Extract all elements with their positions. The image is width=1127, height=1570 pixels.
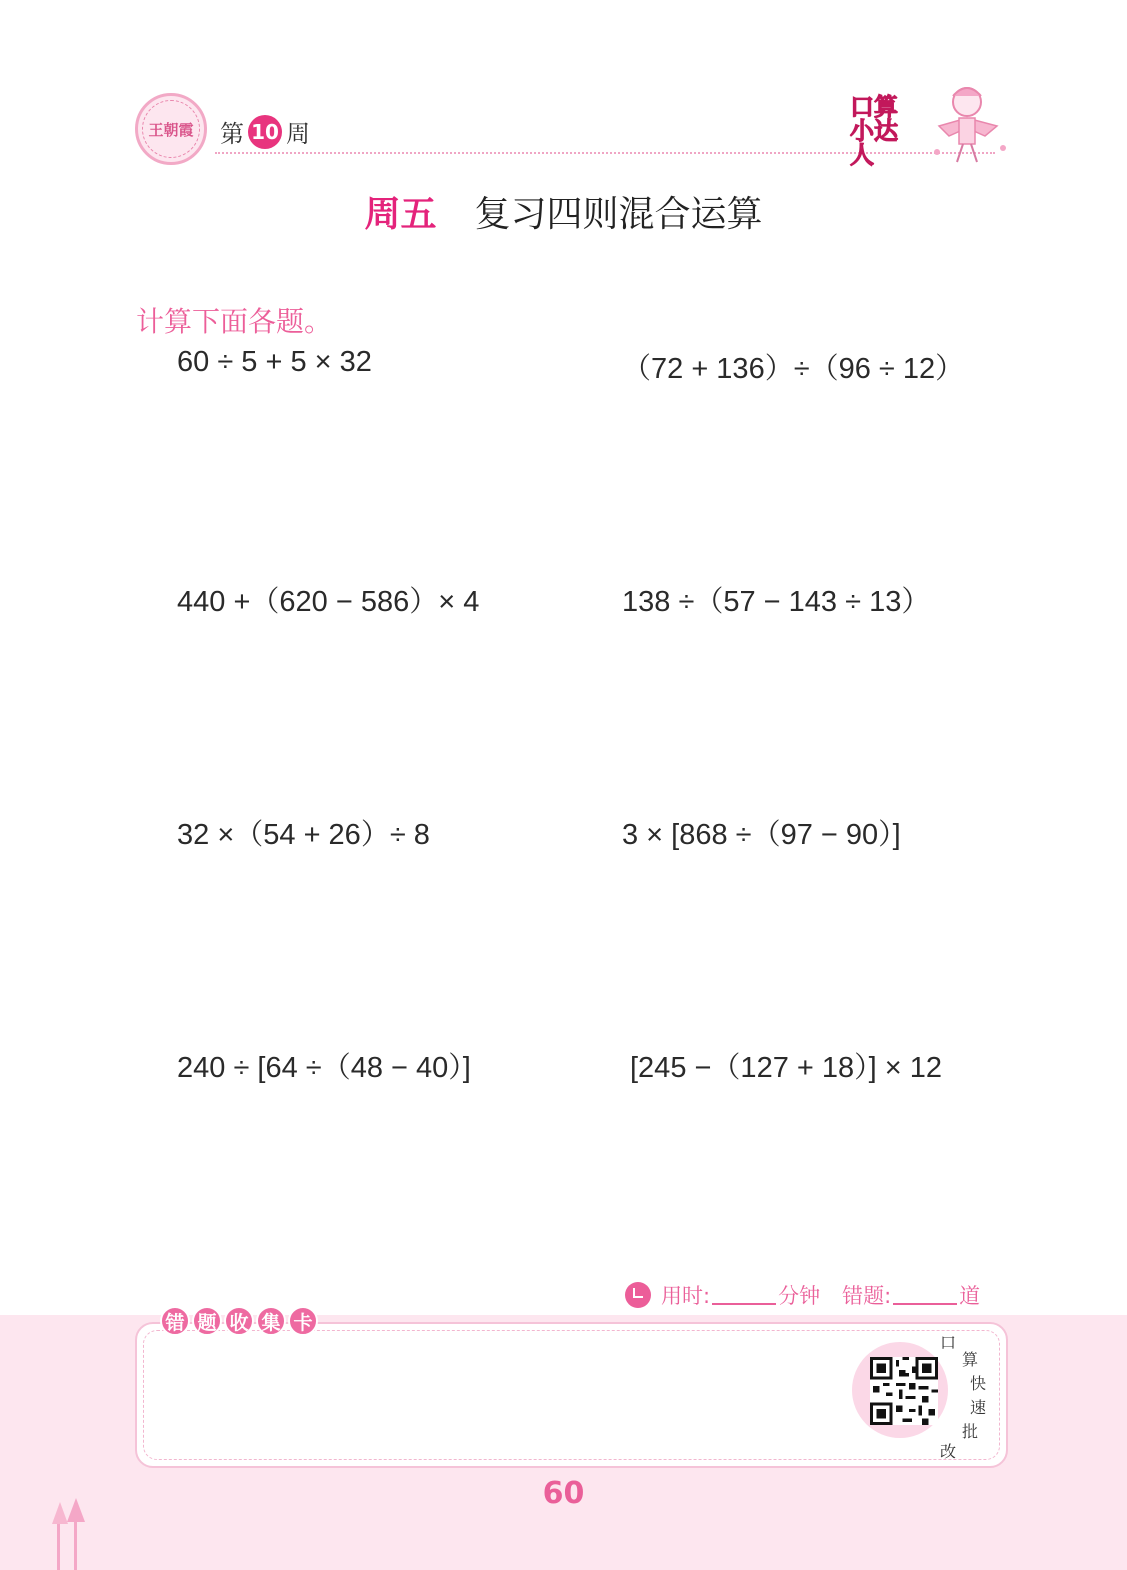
problem-4: 138 ÷（57 − 143 ÷ 13） — [622, 586, 931, 618]
card-tab-char: 收 — [224, 1306, 254, 1336]
problem-6: 3 × [868 ÷（97 − 90）] — [622, 819, 901, 851]
page-title — [0, 186, 1127, 237]
time-errors-record — [625, 1280, 980, 1310]
qr-side-char: 批 — [962, 1422, 979, 1441]
card-tab-title — [160, 1306, 318, 1336]
qr-side-char: 速 — [970, 1398, 987, 1417]
time-unit: 分钟 — [778, 1284, 821, 1308]
series-badge — [850, 95, 920, 167]
problem-7: 240 ÷ [64 ÷（48 − 40）] — [177, 1052, 471, 1084]
stopwatch-icon — [625, 1282, 651, 1308]
week-number-badge: 10 — [248, 115, 282, 149]
qr-code-icon[interactable] — [870, 1357, 938, 1425]
problem-2: （72 + 136）÷（96 ÷ 12） — [622, 353, 965, 385]
problem-3: 440 +（620 − 586）× 4 — [177, 586, 480, 618]
badge-line-1: 口算 — [850, 93, 898, 121]
problem-5: 32 ×（54 + 26）÷ 8 — [177, 819, 430, 851]
cartoon-girl-icon — [925, 78, 1015, 168]
errors-label: 错题: — [842, 1284, 892, 1308]
problem-8: [245 −（127 + 18）] × 12 — [630, 1052, 942, 1084]
page-number: 60 — [542, 1476, 585, 1511]
errors-unit: 道 — [959, 1284, 981, 1308]
time-blank[interactable] — [712, 1285, 776, 1305]
title-topic: 复习四则混合运算 — [474, 194, 763, 235]
title-day: 周五 — [364, 194, 437, 235]
badge-line-2: 小达人 — [850, 117, 898, 169]
publisher-seal-logo — [135, 93, 207, 165]
seal-text: 王朝霞 — [142, 100, 200, 158]
problem-1: 60 ÷ 5 + 5 × 32 — [177, 346, 372, 378]
card-tab-char: 卡 — [288, 1306, 318, 1336]
card-tab-char: 题 — [192, 1306, 222, 1336]
qr-side-char: 快 — [970, 1374, 987, 1393]
arrow-up-icon — [52, 1498, 92, 1570]
errors-blank[interactable] — [893, 1285, 957, 1305]
qr-side-char: 算 — [962, 1350, 979, 1369]
week-prefix: 第 — [220, 120, 244, 148]
week-suffix: 周 — [286, 120, 310, 148]
card-tab-char: 集 — [256, 1306, 286, 1336]
week-label — [220, 114, 310, 149]
page-header — [0, 0, 1127, 180]
time-label: 用时: — [661, 1284, 711, 1308]
qr-side-char: 改 — [940, 1442, 957, 1461]
instruction-text: 计算下面各题。 — [136, 305, 333, 338]
card-tab-char: 错 — [160, 1306, 190, 1336]
qr-side-char: 口 — [940, 1333, 957, 1352]
